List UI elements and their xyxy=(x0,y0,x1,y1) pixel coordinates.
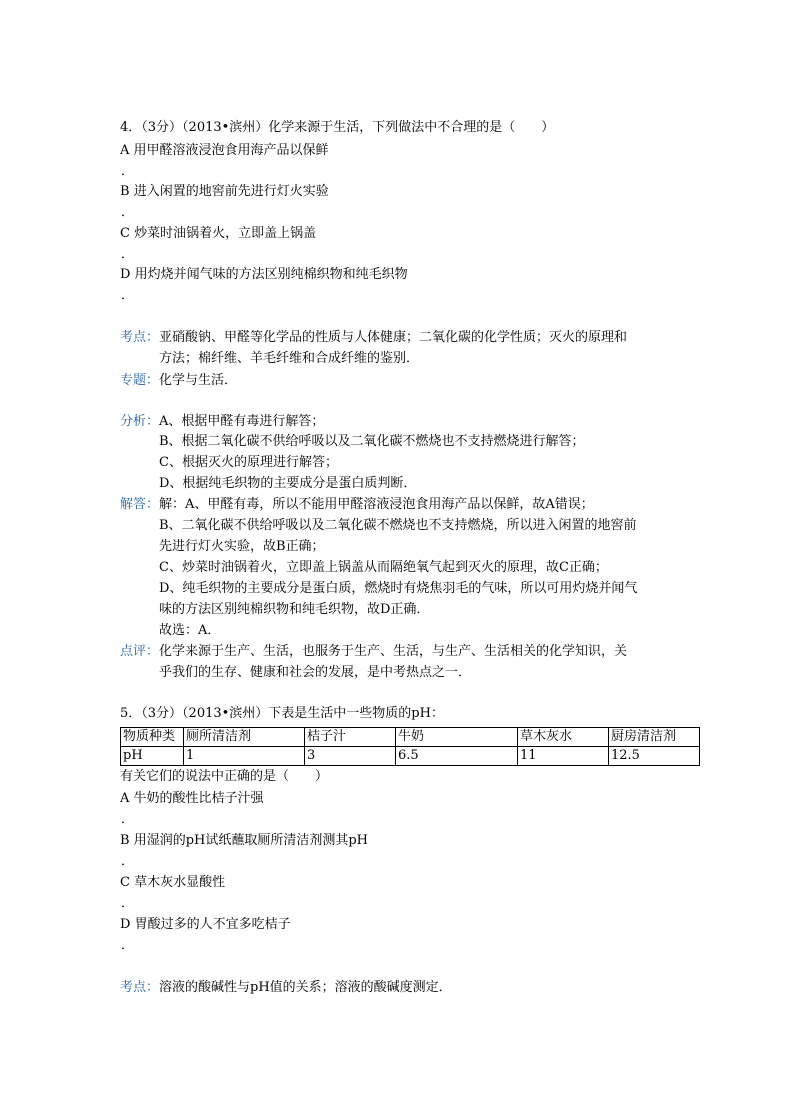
option-text: 草木灰水显酸性 xyxy=(134,875,226,890)
table-cell: 桔子汁 xyxy=(305,728,396,747)
jieda-label: 解答： xyxy=(120,497,160,512)
table-cell: 3 xyxy=(305,747,396,766)
table-cell: 11 xyxy=(518,747,609,766)
ph-table xyxy=(120,727,700,766)
option-letter: A xyxy=(120,791,130,806)
q4-fenxi-d: D、根据纯毛织物的主要成分是蛋白质判断． xyxy=(159,476,417,491)
q5-question: 有关它们的说法中正确的是（ ） xyxy=(120,769,329,784)
table-cell: 物质种类 xyxy=(121,728,184,747)
option-dot: ． xyxy=(121,247,135,262)
q4-jieda xyxy=(120,496,594,514)
option-text: 胃酸过多的人不宜多吃桔子 xyxy=(134,917,291,932)
q4-jieda-b: B、二氧化碳不供给呼吸以及二氧化碳不燃烧也不支持燃烧，所以进入闲置的地窖前 xyxy=(159,518,637,533)
table-cell: 草木灰水 xyxy=(518,728,609,747)
option-dot: ． xyxy=(121,938,135,953)
option-letter: C xyxy=(120,226,130,241)
q4-option-b xyxy=(120,183,329,201)
option-letter: A xyxy=(120,143,130,158)
zhuanti-text: 化学与生活． xyxy=(159,373,238,388)
q4-kaodian xyxy=(120,329,627,347)
q4-option-a xyxy=(120,142,329,160)
option-letter: B xyxy=(120,184,130,199)
dianping-label: 点评： xyxy=(120,644,160,659)
jieda-text: 解：A、甲醛有毒，所以不能用甲醛溶液浸泡食用海产品以保鲜，故A错误； xyxy=(159,497,594,512)
kaodian-label: 考点： xyxy=(120,980,160,995)
option-dot: ． xyxy=(121,812,135,827)
option-dot: ． xyxy=(121,854,135,869)
q5-stem: 5．（3分）（2013•滨州）下表是生活中一些物质的pH： xyxy=(120,706,444,721)
q4-jieda-answer: 故选：A． xyxy=(159,623,221,638)
q5-option-b xyxy=(120,832,368,850)
table-cell: 6.5 xyxy=(396,747,518,766)
q4-jieda-c: C、炒菜时油锅着火，立即盖上锅盖从而隔绝氧气起到灭火的原理，故C正确； xyxy=(159,560,608,575)
q4-stem: 4．（3分）（2013•滨州）化学来源于生活，下列做法中不合理的是（ ） xyxy=(120,120,555,135)
q4-fenxi-b: B、根据二氧化碳不供给呼吸以及二氧化碳不燃烧也不支持燃烧进行解答； xyxy=(159,434,585,449)
fenxi-text: A、根据甲醛有毒进行解答； xyxy=(159,414,325,429)
option-text: 用甲醛溶液浸泡食用海产品以保鲜 xyxy=(133,143,329,158)
kaodian-label: 考点： xyxy=(120,330,160,345)
option-text: 用灼烧并闻气味的方法区别纯棉织物和纯毛织物 xyxy=(134,267,408,282)
q4-dianping-cont: 乎我们的生存、健康和社会的发展，是中考热点之一． xyxy=(159,665,472,680)
kaodian-text: 亚硝酸钠、甲醛等化学品的性质与人体健康；二氧化碳的化学性质；灭火的原理和 xyxy=(159,330,628,345)
q5-option-a xyxy=(120,790,264,808)
option-letter: C xyxy=(120,875,130,890)
zhuanti-label: 专题： xyxy=(120,373,160,388)
q4-jieda-d-cont: 味的方法区别纯棉织物和纯毛织物，故D正确． xyxy=(159,602,430,617)
option-text: 牛奶的酸性比桔子汁强 xyxy=(133,791,264,806)
option-dot: ． xyxy=(121,288,135,303)
q4-option-c xyxy=(120,225,316,243)
option-text: 进入闲置的地窖前先进行灯火实验 xyxy=(133,184,329,199)
table-row xyxy=(121,728,700,747)
fenxi-label: 分析： xyxy=(120,414,160,429)
table-cell: pH xyxy=(121,747,184,766)
table-row xyxy=(121,747,700,766)
table-cell: 1 xyxy=(184,747,305,766)
option-letter: D xyxy=(120,267,131,282)
q4-jieda-b-cont: 先进行灯火实验，故B正确； xyxy=(159,539,325,554)
q4-kaodian-cont: 方法；棉纤维、羊毛纤维和合成纤维的鉴别． xyxy=(159,351,420,366)
option-text: 炒菜时油锅着火，立即盖上锅盖 xyxy=(134,226,317,241)
q4-dianping xyxy=(120,643,627,661)
q4-jieda-d: D、纯毛织物的主要成分是蛋白质，燃烧时有烧焦羽毛的气味，所以可用灼烧并闻气 xyxy=(159,581,638,596)
option-letter: B xyxy=(120,833,130,848)
option-letter: D xyxy=(120,917,131,932)
q5-option-d xyxy=(120,916,291,934)
q4-fenxi xyxy=(120,413,324,431)
table-cell: 12.5 xyxy=(609,747,700,766)
option-text: 用湿润的pH试纸蘸取厕所清洁剂测其pH xyxy=(133,833,369,848)
table-cell: 厕所清洁剂 xyxy=(184,728,305,747)
q4-zhuanti xyxy=(120,372,237,390)
option-dot: ． xyxy=(121,205,135,220)
kaodian-text: 溶液的酸碱性与pH值的关系；溶液的酸碱度测定． xyxy=(159,980,452,995)
table-cell: 牛奶 xyxy=(396,728,518,747)
option-dot: ． xyxy=(121,164,135,179)
dianping-text: 化学来源于生产、生活，也服务于生产、生活，与生产、生活相关的化学知识，关 xyxy=(159,644,628,659)
q4-option-d xyxy=(120,266,408,284)
option-dot: ． xyxy=(121,896,135,911)
table-cell: 厨房清洁剂 xyxy=(609,728,700,747)
q5-option-c xyxy=(120,874,225,892)
q5-kaodian xyxy=(120,979,452,997)
q4-fenxi-c: C、根据灭火的原理进行解答； xyxy=(159,455,338,470)
